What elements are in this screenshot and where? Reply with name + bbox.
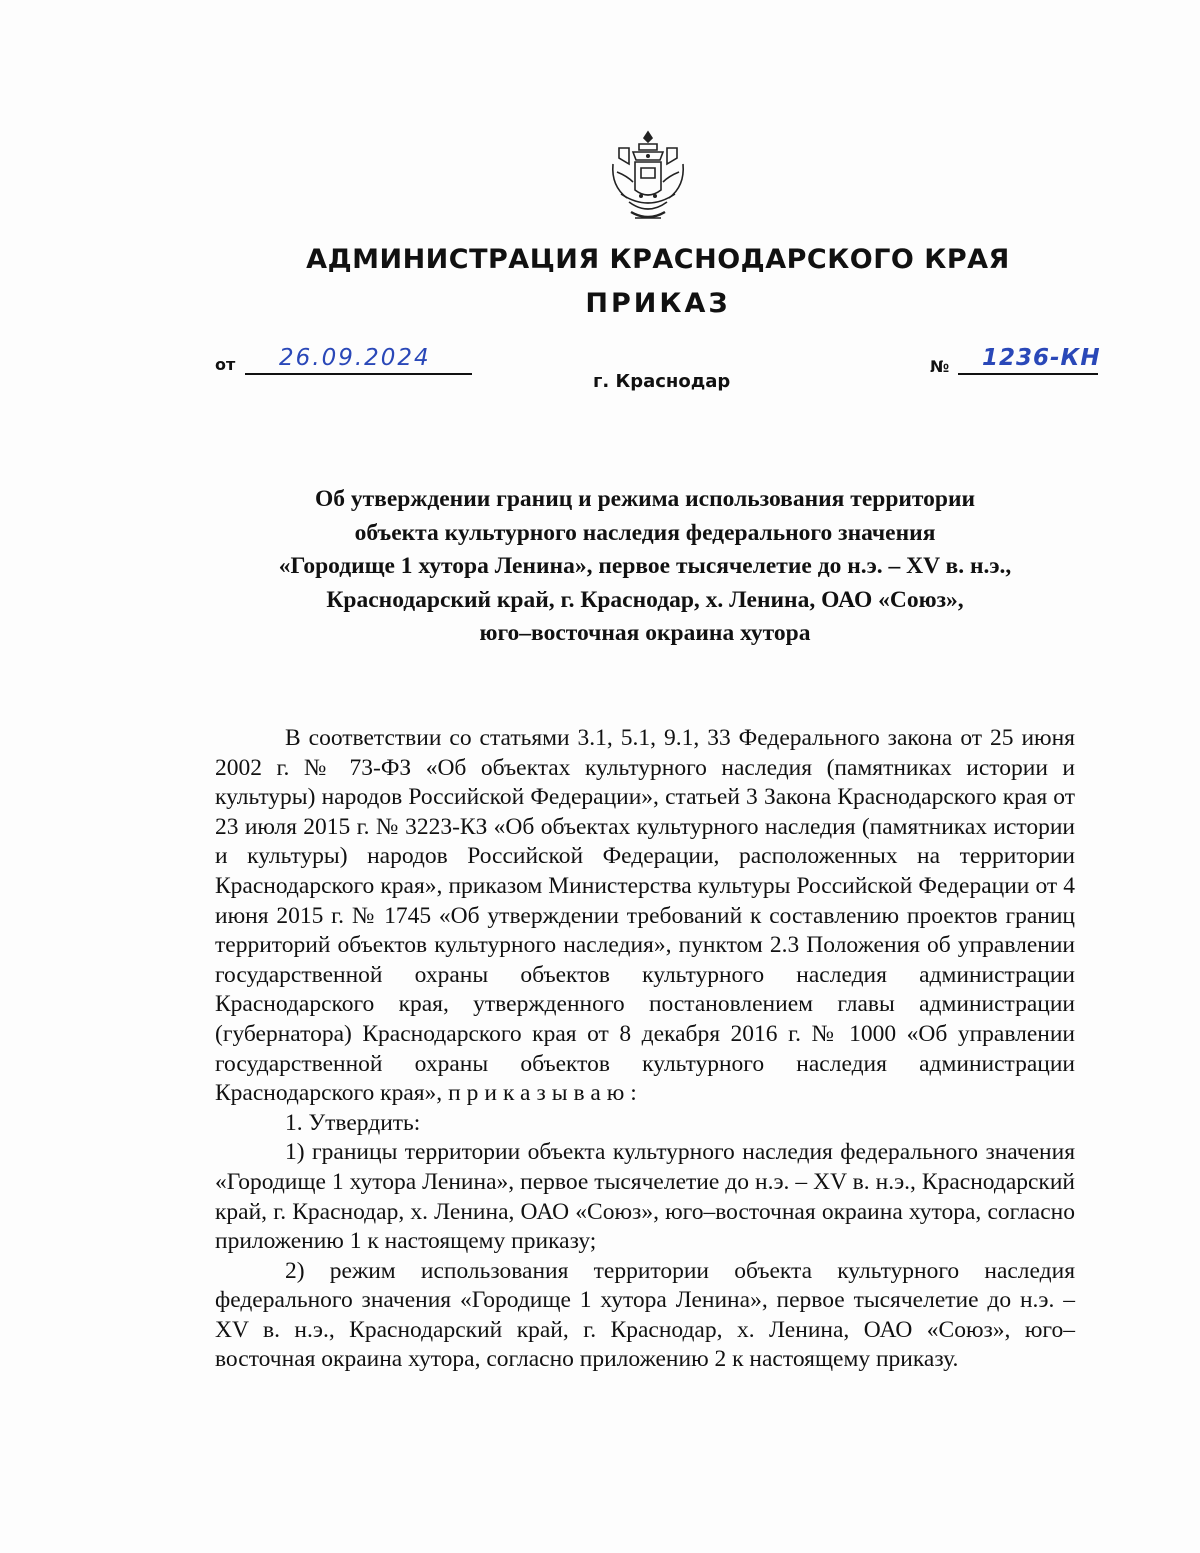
item-1-2: 2) режим использования территории объекта культурного наследия федерального значения «Городище 1 хутора Ленина», первое тысячелетие до н.э. – XV в. н.э., Краснодарский край, г. Краснодар, х. Ленина, ОАО «Союз», юго–восточная окраина хутора, согласно приложению 2 к настоящему приказу.: [215, 1257, 1075, 1373]
subject-line: Краснодарский край, г. Краснодар, х. Ленина, ОАО «Союз»,: [326, 586, 964, 613]
number-label: №: [930, 357, 950, 376]
document-body: [215, 724, 1075, 1375]
item-1: 1. Утвердить:: [285, 1109, 421, 1136]
document-type: ПРИКАЗ: [585, 288, 731, 319]
date-label: от: [215, 355, 236, 374]
subject-line: юго–восточная окраина хутора: [479, 620, 811, 646]
preamble-text: В соответствии со статьями 3.1, 5.1, 9.1, 33 Федерального закона от 25 июня 2002 г. № 73-ФЗ «Об объектах культурного наследия (памятниках истории и культуры) народов Российской Федерации», статьей 3 Закона Краснодарского края от 23 июля 2015 г. № 3223-КЗ «Об объектах культурного наследия (памятниках истории и культуры) народов Российской Федерации, расположенных на территории Краснодарского края», приказом Министерства культуры Российской Федерации от 4 июня 2015 г. № 1745 «Об утверждении требований к составлению проектов границ территорий объектов культурного наследия», пунктом 2.3 Положения об управлении государственной охраны объектов культурного наследия администрации Краснодарского края, утвержденного постановлением главы администрации (губернатора) Краснодарского края от 8 декабря 2016 г. № 1000 «Об управлении государственной охраны объектов культурного наследия администрации Краснодарского края»,: [215, 725, 1075, 1107]
item-1-1: 1) границы территории объекта культурного наследия федерального значения «Городище 1 хутора Ленина», первое тысячелетие до н.э. – XV в. н.э., Краснодарский край, г. Краснодар, х. Ленина, ОАО «Союз», юго–восточная окраина хутора, согласно приложению 1 к настоящему приказу;: [215, 1139, 1075, 1255]
city-name: г. Краснодар: [593, 371, 731, 392]
order-word: приказываю:: [448, 1080, 643, 1107]
document-subject: [200, 483, 1090, 651]
handwritten-date: 26.09.2024: [279, 345, 431, 371]
preamble-paragraph: [215, 724, 1075, 1109]
subject-line: «Городище 1 хутора Ленина», первое тысячелетие до н.э. – XV в. н.э.,: [278, 553, 1012, 579]
subject-line: Об утверждении границ и режима использования территории: [314, 486, 976, 512]
coat-of-arms-icon: [605, 128, 691, 224]
number-underline: [958, 373, 1098, 375]
organization-title: АДМИНИСТРАЦИЯ КРАСНОДАРСКОГО КРАЯ: [306, 244, 1010, 275]
handwritten-number: 1236-КН: [982, 345, 1101, 371]
date-underline: [245, 373, 472, 375]
subject-line: объекта культурного наследия федерального значения: [354, 519, 936, 546]
